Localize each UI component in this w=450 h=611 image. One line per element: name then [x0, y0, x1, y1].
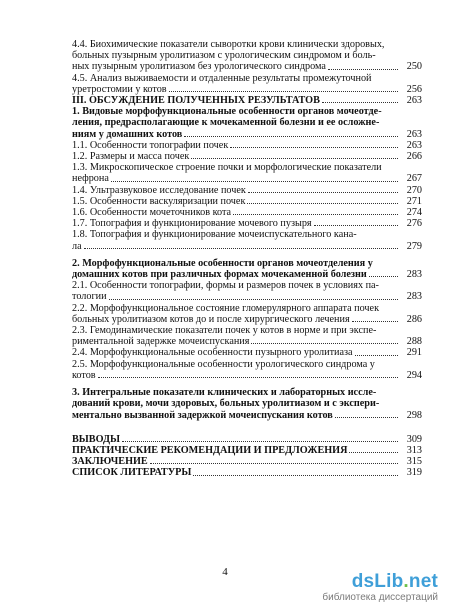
toc-entry — [72, 185, 422, 196]
toc-leader-dots — [328, 69, 398, 70]
toc-entry-last-line — [72, 61, 422, 72]
toc-entry-line: нефрона — [72, 173, 109, 185]
toc-page-number: 286 — [406, 313, 422, 325]
toc-leader-dots — [184, 136, 398, 137]
toc-entry — [72, 73, 422, 95]
toc-leader-dots — [314, 225, 398, 226]
toc-entry-line: 1.4. Ультразвуковое исследование почек — [72, 184, 246, 196]
toc-page-number: 291 — [406, 347, 422, 359]
toc-entry-line: III. ОБСУЖДЕНИЕ ПОЛУЧЕННЫХ РЕЗУЛЬТАТОВ — [72, 95, 320, 107]
toc-page-number: 309 — [406, 433, 422, 445]
toc-entry-last-line — [72, 84, 422, 95]
toc-entry — [72, 434, 422, 445]
toc-leader-dots — [369, 276, 398, 277]
toc-entry-last-line — [72, 140, 422, 151]
toc-entry — [72, 229, 422, 251]
toc-entry — [72, 359, 422, 381]
toc-page-number: 283 — [406, 291, 422, 303]
toc-leader-dots — [98, 377, 398, 378]
toc-entry-line: 1.8. Топография и функционирование мочеиспускательного кана- — [72, 229, 357, 241]
toc-entry-line: ПРАКТИЧЕСКИЕ РЕКОМЕНДАЦИИ И ПРЕДЛОЖЕНИЯ — [72, 444, 348, 456]
toc-leader-dots — [355, 355, 398, 356]
toc-leader-dots — [191, 158, 398, 159]
table-of-contents — [72, 39, 422, 479]
toc-entry-line: домашних котов при различных формах мочекаменной болезни — [72, 269, 367, 281]
toc-entry-last-line — [72, 314, 422, 325]
watermark-logo-dot: . — [403, 571, 409, 592]
toc-entry-line: 1.1. Особенности топографии почек — [72, 139, 229, 151]
toc-entry — [72, 347, 422, 358]
toc-page-number: 263 — [406, 139, 422, 151]
toc-entry-last-line — [72, 218, 422, 229]
toc-entry-line: тологии — [72, 291, 107, 303]
toc-entry-line: 1.7. Топография и функционирование мочевого пузыря — [72, 218, 312, 230]
toc-entry-line: риментальной задержке мочеиспускания — [72, 336, 250, 348]
toc-entry-last-line — [72, 370, 422, 381]
toc-entry-line: ления, предрасполагающие к мочекаменной болезни и ее осложне- — [72, 117, 380, 129]
toc-entry-last-line — [72, 269, 422, 280]
toc-entry-last-line — [72, 445, 422, 456]
toc-entry-last-line — [72, 410, 422, 421]
toc-leader-dots — [150, 463, 398, 464]
toc-entry-line: 2.2. Морфофункциональное состояние гломерулярного аппарата почек — [72, 302, 380, 314]
toc-page-number: 270 — [406, 184, 422, 196]
toc-leader-dots — [335, 417, 398, 418]
toc-leader-dots — [122, 441, 398, 442]
toc-entry-line: 2. Морфофункциональные особенности органов мочеотделения у — [72, 257, 373, 269]
toc-entry-line: дований крови, мочи здоровых, больных уролитиазом и с экспери- — [72, 398, 380, 410]
toc-entry — [72, 39, 422, 73]
toc-entry — [72, 325, 422, 347]
toc-leader-dots — [349, 452, 398, 453]
toc-entry-last-line — [72, 241, 422, 252]
toc-leader-dots — [109, 299, 398, 300]
toc-entry-last-line — [72, 456, 422, 467]
toc-entry-line: 4.4. Биохимические показатели сыворотки крови клинически здоровых, — [72, 39, 385, 50]
toc-entry — [72, 162, 422, 184]
toc-entry-last-line — [72, 347, 422, 358]
toc-entry-line: 4.5. Анализ выживаемости и отдаленные результаты промежуточной — [72, 72, 372, 84]
toc-entry — [72, 196, 422, 207]
toc-leader-dots — [230, 147, 398, 148]
toc-page-number: 263 — [406, 128, 422, 140]
toc-entry — [72, 445, 422, 456]
toc-entry — [72, 456, 422, 467]
watermark-logo — [322, 572, 438, 592]
toc-entry-last-line — [72, 207, 422, 218]
toc-entry-last-line — [72, 467, 422, 478]
toc-page-number: 271 — [406, 195, 422, 207]
toc-leader-dots — [233, 214, 398, 215]
toc-leader-dots — [352, 321, 398, 322]
toc-entry — [72, 303, 422, 325]
toc-page-number: 283 — [406, 269, 422, 281]
toc-entry-line: ла — [72, 240, 82, 252]
toc-entry — [72, 467, 422, 478]
toc-entry-line: 1. Видовые морфофункциональные особенности органов мочеотде- — [72, 106, 382, 118]
toc-page-number: 294 — [406, 369, 422, 381]
toc-entry-line: 2.4. Морфофункциональные особенности пузырного уролитиаза — [72, 347, 353, 359]
toc-entry-line: 1.5. Особенности васкуляризации почек — [72, 195, 246, 207]
toc-entry-last-line — [72, 434, 422, 445]
toc-entry — [72, 207, 422, 218]
toc-leader-dots — [251, 343, 398, 344]
toc-entry-line: 2.3. Гемодинамические показатели почек у котов в норме и при экспе- — [72, 325, 377, 337]
toc-page-number: 288 — [406, 336, 422, 348]
toc-entry-last-line — [72, 95, 422, 106]
watermark — [322, 572, 438, 604]
toc-entry-line: 1.2. Размеры и масса почек — [72, 151, 190, 163]
toc-entry-line: ЗАКЛЮЧЕНИЕ — [72, 456, 148, 468]
watermark-logo-main: dsLib — [351, 571, 404, 592]
toc-page-number: 298 — [406, 409, 422, 421]
toc-leader-dots — [248, 192, 398, 193]
toc-entry-line: 3. Интегральные показатели клинических и лабораторных иссле- — [72, 387, 377, 399]
toc-page-number: 319 — [406, 467, 422, 479]
toc-entry — [72, 140, 422, 151]
toc-entry-last-line — [72, 185, 422, 196]
toc-page-number: 313 — [406, 444, 422, 456]
toc-page-number: 267 — [406, 173, 422, 185]
toc-entry-last-line — [72, 291, 422, 302]
toc-entry-line: 2.5. Морфофункциональные особенности урологического синдрома у — [72, 358, 375, 370]
toc-page-number: 250 — [406, 61, 422, 73]
toc-entry-line: больных уролитиазом котов до и после хирургического лечения — [72, 313, 350, 325]
toc-entry-line: 1.3. Микроскопическое строение почки и морфологические показатели — [72, 162, 382, 174]
toc-leader-dots — [111, 181, 398, 182]
toc-entry-last-line — [72, 336, 422, 347]
toc-entry-last-line — [72, 173, 422, 184]
toc-entry-last-line — [72, 196, 422, 207]
toc-page-number: 279 — [406, 240, 422, 252]
toc-entry-line: ниям у домашних котов — [72, 128, 183, 140]
toc-entry — [72, 258, 422, 280]
toc-entry-line: котов — [72, 369, 96, 381]
toc-entry-line: 1.6. Особенности мочеточников кота — [72, 207, 232, 219]
toc-page-number: 266 — [406, 151, 422, 163]
toc-page-number: 276 — [406, 218, 422, 230]
toc-page-number: 315 — [406, 456, 422, 468]
page-number: 4 — [222, 566, 228, 578]
toc-entry-line: ВЫВОДЫ — [72, 433, 121, 445]
toc-page-number: 274 — [406, 207, 422, 219]
toc-entry-line: СПИСОК ЛИТЕРАТУРЫ — [72, 467, 192, 479]
toc-entry-line: ментально вызванной задержкой мочеиспускания котов — [72, 409, 333, 421]
watermark-subtitle: библиотека диссертаций — [322, 592, 438, 603]
watermark-logo-tld: net — [408, 571, 438, 592]
toc-page-number: 256 — [406, 83, 422, 95]
toc-page-number: 263 — [406, 95, 422, 107]
toc-leader-dots — [169, 91, 398, 92]
toc-entry-line: уретростомии у котов — [72, 83, 167, 95]
toc-entry — [72, 280, 422, 302]
toc-entry-line: больных пузырным уролитиазом с урологическим синдромом и боль- — [72, 50, 376, 62]
toc-entry — [72, 218, 422, 229]
toc-entry-last-line — [72, 129, 422, 140]
toc-entry — [72, 95, 422, 106]
toc-leader-dots — [322, 102, 398, 103]
toc-leader-dots — [247, 203, 398, 204]
toc-entry-last-line — [72, 151, 422, 162]
toc-entry-line: ных пузырным уролитиазом без урологического синдрома — [72, 61, 326, 73]
toc-leader-dots — [84, 248, 398, 249]
toc-leader-dots — [193, 475, 398, 476]
toc-entry — [72, 387, 422, 421]
toc-entry-line: 2.1. Особенности топографии, формы и размеров почек в условиях па- — [72, 280, 379, 292]
toc-entry — [72, 106, 422, 140]
toc-entry — [72, 151, 422, 162]
